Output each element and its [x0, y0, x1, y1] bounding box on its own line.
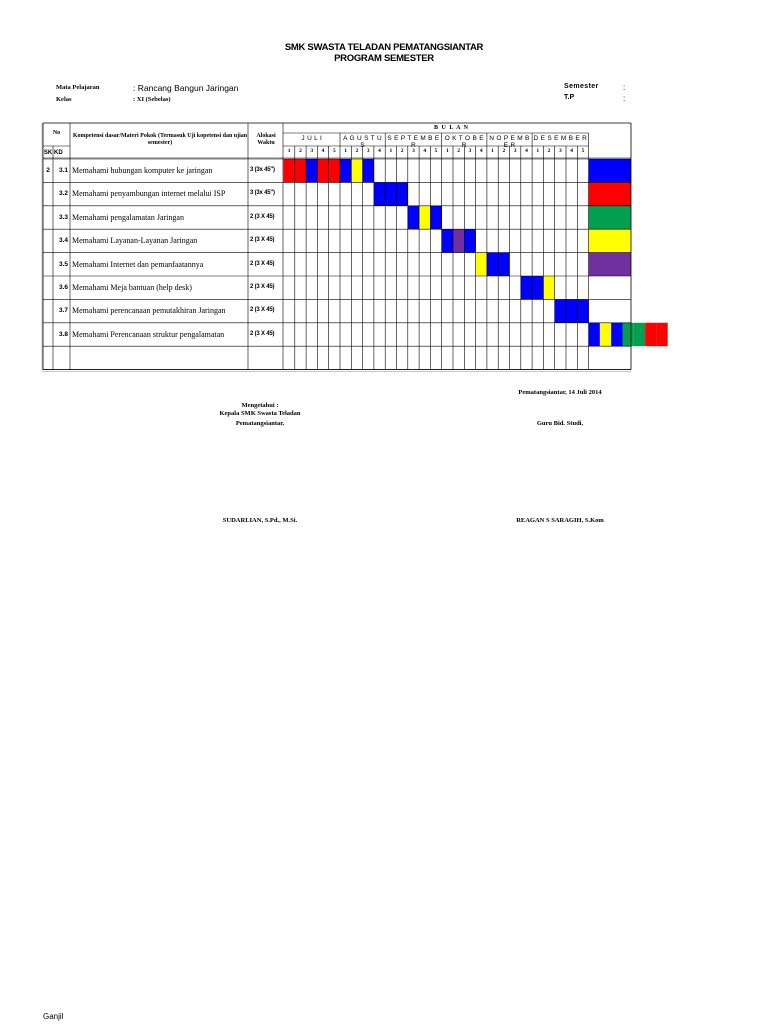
competency-text: Memahami Layanan-Layanan Jaringan	[72, 236, 198, 246]
tp-value: :	[623, 94, 626, 103]
month-label: S E P T E M B E R	[387, 135, 440, 149]
week-number: 1	[536, 148, 540, 154]
month-label: N O P E M B E R	[489, 135, 530, 149]
week-number: 5	[581, 148, 585, 154]
schedule-cell	[453, 229, 464, 252]
kd-header: KD	[54, 150, 63, 156]
sk-number: 2	[46, 167, 50, 174]
mapel-value: : Rancang Bangun Jaringan	[133, 83, 239, 93]
schedule-tail-cell	[589, 229, 631, 252]
schedule-tail-cell	[589, 253, 631, 276]
competency-text: Memahami perencanaan pemutakhiran Jaringan	[72, 306, 226, 316]
week-number: 2	[547, 148, 551, 154]
week-number: 1	[491, 148, 494, 154]
week-number: 2	[400, 148, 404, 154]
kd-number: 3.3	[58, 213, 68, 221]
guru-name: REAGAN S SARAGIH, S.Kom	[516, 517, 604, 524]
schedule-cell	[487, 253, 498, 276]
schedule-cell	[577, 299, 588, 322]
schedule-cell	[555, 299, 566, 322]
schedule-cell	[351, 159, 362, 182]
schedule-cell	[600, 323, 611, 346]
kepala-name: SUDARLIAN, S.Pd., M.Si.	[222, 517, 298, 524]
tp-label: T.P	[564, 94, 575, 101]
competency-text: Memahami hubungan komputer ke jaringan	[72, 166, 213, 175]
week-number: 3	[366, 148, 370, 154]
schedule-cell	[442, 229, 453, 252]
month-label: O K T O B E R	[444, 135, 484, 149]
kompetensi-header: Kompetensi dasar/Materi Pokok (Termasuk Uji kopetensi dan ujian semester)	[72, 133, 248, 146]
schedule-cell	[634, 323, 645, 346]
program-title: PROGRAM SEMESTER	[334, 53, 434, 64]
competency-text: Memahami penyambungan internet melalui ISP	[72, 189, 226, 199]
alokasi-value: 2 (3 X 45)	[250, 213, 275, 220]
bulan-header: B U L A N	[433, 125, 469, 131]
schedule-cell	[566, 299, 577, 322]
schedule-cell	[340, 159, 351, 182]
alokasi-value: 2 (3 X 45)	[250, 330, 275, 337]
mapel-label: Mata Pelajaran	[56, 84, 100, 91]
semester-label: Semester	[564, 83, 599, 90]
schedule-tail-cell	[589, 206, 631, 229]
semester-value: :	[623, 83, 626, 92]
schedule-cell	[397, 182, 408, 205]
no-header: No	[52, 130, 61, 136]
week-number: 3	[558, 148, 562, 154]
schedule-cell	[532, 276, 543, 299]
schedule-cell	[306, 159, 317, 182]
schedule-cell	[385, 182, 396, 205]
kd-number: 3.2	[58, 190, 68, 198]
week-number: 3	[513, 148, 517, 154]
competency-text: Memahami Perencanaan struktur pengalamatan	[72, 329, 225, 339]
competency-text: Memahami Internet dan pemanfaatannya	[72, 259, 204, 269]
kd-number: 3.6	[58, 284, 68, 291]
city-text: Pematangsiantar,	[235, 420, 285, 427]
alokasi-value: 3 (3x 45")	[250, 167, 275, 173]
kd-number: 3.4	[58, 237, 68, 245]
competency-text: Memahami Meja bantuan (help desk)	[72, 283, 192, 292]
place-date: Pematangsiantar, 14 Juli 2014	[518, 389, 602, 396]
schedule-cell	[329, 159, 340, 182]
mengetahui-text: Mengetahui :	[241, 402, 279, 409]
kd-number: 3.7	[58, 307, 68, 315]
schedule-cell	[589, 323, 600, 346]
schedule-cell	[363, 159, 374, 182]
week-number: 4	[570, 148, 574, 154]
week-number: 1	[389, 148, 393, 154]
schedule-cell	[408, 206, 419, 229]
schedule-cell	[623, 323, 634, 346]
month-label: D E S E M B E R	[533, 135, 588, 142]
kelas-label: Kelas	[56, 96, 72, 103]
week-number: 2	[299, 148, 302, 154]
week-number: 4	[479, 148, 483, 154]
week-number: 5	[434, 148, 438, 154]
guru-title: Guru Bid. Studi,	[536, 420, 584, 427]
week-number: 2	[355, 148, 359, 154]
week-number: 2	[457, 148, 461, 154]
week-number: 4	[525, 148, 528, 154]
month-label: A G U S T U S	[343, 135, 382, 149]
schedule-tail-cell	[589, 182, 631, 205]
week-number: 4	[321, 148, 325, 154]
alokasi-value: 2 (3 X 45)	[250, 307, 275, 314]
schedule-cell	[284, 159, 295, 182]
month-label: J U L I	[301, 135, 323, 142]
week-number: 2	[502, 148, 506, 154]
kd-number: 3.8	[58, 330, 68, 338]
alokasi-value: 2 (3 X 45)	[250, 260, 275, 267]
alokasi-header: Alokasi Waktu	[256, 133, 276, 146]
kd-number: 3.5	[58, 260, 68, 268]
schedule-cell	[430, 206, 441, 229]
week-number: 1	[287, 148, 291, 154]
schedule-cell	[317, 159, 328, 182]
schedule-cell	[374, 182, 385, 205]
schedule-cell	[295, 159, 306, 182]
schedule-cell	[419, 206, 430, 229]
sheet-tab-ganjil[interactable]: Ganjil	[43, 1012, 64, 1021]
sk-header: SK	[43, 150, 53, 156]
schedule-cell	[611, 323, 622, 346]
week-number: 1	[344, 148, 348, 154]
alokasi-value: 2 (3 X 45)	[250, 237, 275, 244]
schedule-cell	[656, 323, 667, 346]
schedule-cell	[498, 253, 509, 276]
alokasi-value: 3 (3x 45")	[250, 190, 275, 197]
kepala-title: Kepala SMK Swasta Teladan	[219, 410, 301, 417]
week-number: 4	[423, 148, 427, 154]
schedule-cell	[543, 276, 554, 299]
week-number: 5	[332, 148, 336, 154]
school-title: SMK SWASTA TELADAN PEMATANGSIANTAR	[284, 42, 484, 53]
schedule-cell	[476, 253, 487, 276]
week-number: 3	[412, 148, 415, 154]
schedule-tail-cell	[589, 159, 631, 182]
week-number: 3	[310, 148, 314, 154]
alokasi-value: 2 (3 X 45)	[250, 284, 275, 290]
competency-text: Memahami pengalamatan Jaringan	[72, 212, 184, 222]
week-number: 3	[468, 148, 472, 154]
schedule-cell	[464, 229, 475, 252]
week-number: 4	[378, 148, 381, 154]
schedule-cell	[521, 276, 532, 299]
schedule-cell	[645, 323, 656, 346]
kelas-value: : XI (Sebelas)	[133, 96, 171, 103]
week-number: 1	[445, 148, 449, 154]
kd-number: 3.1	[58, 167, 68, 174]
